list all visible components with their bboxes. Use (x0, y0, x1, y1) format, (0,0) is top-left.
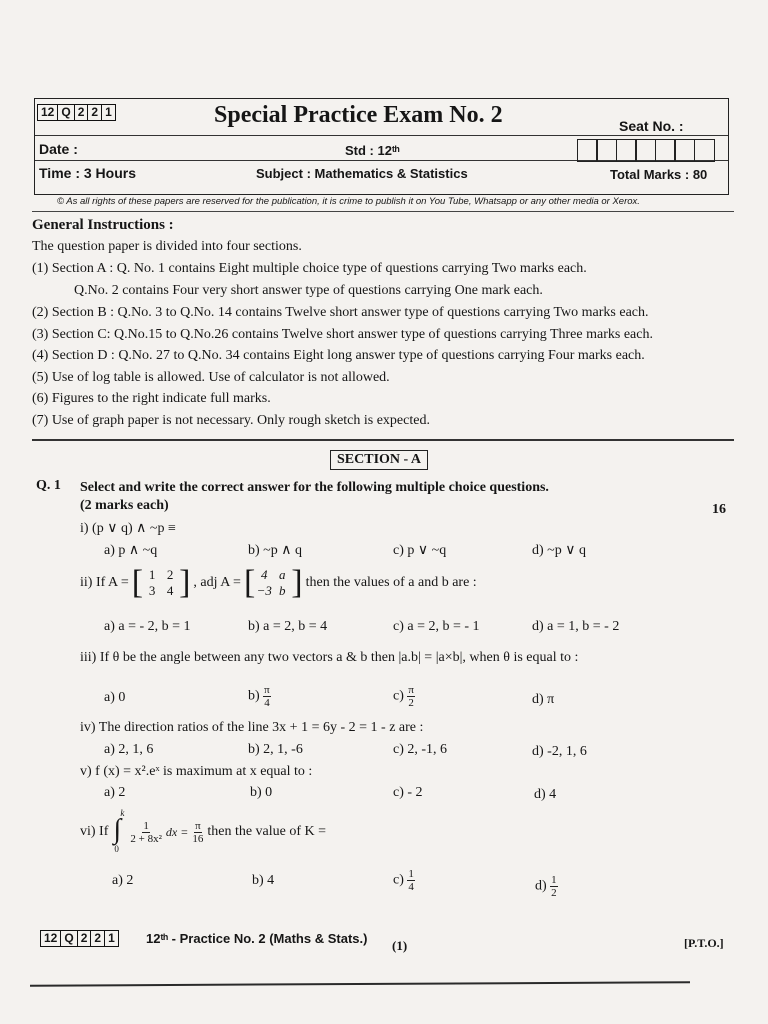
footer-paper-code (40, 930, 119, 947)
code-cell: Q (58, 105, 74, 120)
upper-limit: k (120, 808, 125, 818)
mcq-option: c) - 2 (393, 785, 423, 800)
numerator: π (264, 684, 270, 696)
mcq-option: b) a = 2, b = 4 (248, 619, 328, 634)
mcq-stem: i) (p ∨ q) ∧ ~p ≡ (80, 521, 176, 536)
mcq-option: a) 2 (112, 873, 134, 888)
pto-label: [P.T.O.] (684, 936, 724, 950)
matrix-cell: −3 (256, 583, 272, 598)
mcq-stem: iv) The direction ratios of the line 3x + 1 = 6y - 2 = 1 - z are : (80, 720, 424, 735)
date-label: Date : (39, 141, 78, 157)
code-cell: 2 (88, 105, 102, 120)
code-cell: 1 (105, 105, 112, 119)
mcq-option: d) 4 (534, 787, 557, 802)
question-number: Q. 1 (36, 478, 61, 493)
std-label: Std : 12ᵗʰ (345, 143, 400, 158)
page-number: (1) (392, 938, 408, 953)
numerator: π (408, 684, 414, 696)
code-cell: 2 (75, 105, 89, 120)
seat-box (616, 139, 637, 162)
instructions-title: General Instructions : (32, 217, 174, 233)
instruction-item: (1) Section A : Q. No. 1 contains Eight multiple choice type of questions carrying Two marks each. (32, 261, 587, 276)
instruction-item: Q.No. 2 contains Four very short answer type of questions carrying One mark each. (74, 283, 543, 298)
instruction-item: (3) Section C: Q.No.15 to Q.No.26 contains Twelve short answer type of questions carrying Three marks each. (32, 327, 653, 342)
seat-number-boxes (578, 139, 715, 162)
matrix-cell: b (279, 583, 286, 598)
mcq-option: b) 2, 1, -6 (248, 742, 303, 757)
seat-box (577, 139, 598, 162)
footer-text: 12ᵗʰ - Practice No. 2 (Maths & Stats.) (146, 931, 368, 946)
integral-sign: ∫ k 0 (113, 808, 125, 854)
code-cell: 2 (78, 931, 92, 946)
stem-text: vi) If (80, 824, 109, 839)
denominator: 2 (408, 697, 414, 709)
matrix-cell: 3 (148, 583, 156, 598)
paper-code (37, 104, 116, 121)
stem-text: , adj A = (193, 575, 241, 590)
mcq-option: a) a = - 2, b = 1 (104, 619, 191, 634)
question-text: Select and write the correct answer for the following multiple choice questions. (80, 480, 549, 495)
instruction-item: (5) Use of log table is allowed. Use of calculator is not allowed. (32, 370, 390, 385)
option-label: c) (393, 688, 404, 704)
option-label: d) (535, 878, 547, 894)
mcq-option: c) a = 2, b = - 1 (393, 619, 480, 634)
matrix-cell: 1 (148, 567, 156, 582)
mcq-stem (80, 566, 477, 600)
instruction-item: (2) Section B : Q.No. 3 to Q.No. 14 contains Twelve short answer type of questions carrying Two marks each. (32, 305, 649, 320)
numerator: π (195, 819, 201, 832)
code-cell: 2 (91, 931, 105, 946)
stem-text: then the value of K = (207, 824, 327, 839)
total-marks-label: Total Marks : 80 (610, 167, 708, 182)
code-cell: Q (61, 931, 77, 946)
denominator: 4 (264, 697, 270, 709)
instruction-item: (4) Section D : Q.No. 27 to Q.No. 34 contains Eight long answer type of questions carrying Four marks each. (32, 348, 645, 363)
mcq-option (393, 868, 415, 893)
mcq-option (535, 874, 558, 899)
option-label: b) (248, 688, 260, 704)
mcq-option: d) -2, 1, 6 (532, 744, 587, 759)
fraction (192, 820, 203, 845)
fraction (407, 684, 415, 709)
mcq-stem: vi) If ∫ k 0 $\frac{1}{\text{2 + 8x²}}$ dx = $\frac{\pi}{16}$ then the value of K = (80, 808, 327, 854)
denominator: 2 (551, 887, 557, 899)
stem-text: ii) If A = (80, 575, 129, 590)
matrix-adj-a: [ 4 a −3 b ] (243, 564, 303, 601)
mcq-option: d) ~p ∨ q (532, 543, 586, 558)
seat-box (694, 139, 715, 162)
mcq-option: a) 2, 1, 6 (104, 742, 154, 757)
numerator: 1 (408, 868, 414, 880)
time-label: Time : 3 Hours (39, 165, 136, 181)
mcq-option: d) a = 1, b = - 2 (532, 619, 620, 634)
mcq-stem: v) f (x) = x².eˣ is maximum at x equal to : (80, 764, 313, 779)
seat-label: Seat No. : (619, 118, 684, 134)
numerator: 1 (143, 819, 149, 832)
section-heading: SECTION - A (330, 450, 428, 470)
exam-title: Special Practice Exam No. 2 (214, 102, 503, 128)
instruction-item: (7) Use of graph paper is not necessary. Only rough sketch is expected. (32, 413, 430, 428)
mcq-option (393, 684, 415, 709)
mcq-option (248, 684, 271, 709)
denominator: 4 (408, 881, 414, 893)
fraction (550, 874, 558, 899)
matrix-a: [ 1 2 3 4 ] (131, 564, 191, 601)
lower-limit: 0 (114, 844, 119, 854)
fraction (263, 684, 271, 709)
mcq-option: a) 2 (104, 785, 126, 800)
matrix-cell: 2 (166, 567, 174, 582)
matrix-cell: a (279, 567, 286, 582)
code-cell: 1 (108, 931, 115, 945)
copyright-note: © As all rights of these papers are reserved for the publication, it is crime to publish it on You Tube, Whatsapp or any other media or Xerox. (57, 196, 640, 207)
seat-box (596, 139, 617, 162)
mcq-option: b) ~p ∧ q (248, 543, 302, 558)
numerator: 1 (551, 874, 557, 886)
instructions-intro: The question paper is divided into four sections. (32, 239, 302, 254)
code-cell: 12 (38, 105, 58, 120)
seat-box (635, 139, 656, 162)
mcq-option: a) 0 (104, 690, 126, 705)
subject-label: Subject : Mathematics & Statistics (256, 166, 468, 181)
mcq-option: b) 0 (250, 785, 273, 800)
bottom-edge-line (30, 981, 690, 986)
denominator: 16 (192, 832, 204, 845)
stem-text: then the values of a and b are : (305, 575, 477, 590)
marks-note: (2 marks each) (80, 498, 169, 513)
integrand (130, 820, 162, 845)
seat-box (655, 139, 676, 162)
instruction-item: (6) Figures to the right indicate full marks. (32, 391, 271, 406)
divider (32, 211, 734, 212)
code-cell: 12 (41, 931, 61, 946)
mcq-option: c) 2, -1, 6 (393, 742, 448, 757)
denominator: 2 + 8x² (130, 832, 162, 845)
fraction (407, 868, 415, 893)
mcq-stem: iii) If θ be the angle between any two vectors a & b then |a.b| = |a×b|, when θ is equal to : (80, 650, 579, 665)
question-marks: 16 (712, 502, 726, 517)
mcq-option: a) p ∧ ~q (104, 543, 158, 558)
divider (32, 439, 734, 441)
mcq-option: b) 4 (252, 873, 275, 888)
option-label: c) (393, 872, 404, 888)
mcq-option: c) p ∨ ~q (393, 543, 447, 558)
mcq-option: d) π (532, 692, 555, 707)
matrix-cell: 4 (166, 583, 174, 598)
matrix-cell: 4 (261, 567, 268, 582)
seat-box (674, 139, 695, 162)
